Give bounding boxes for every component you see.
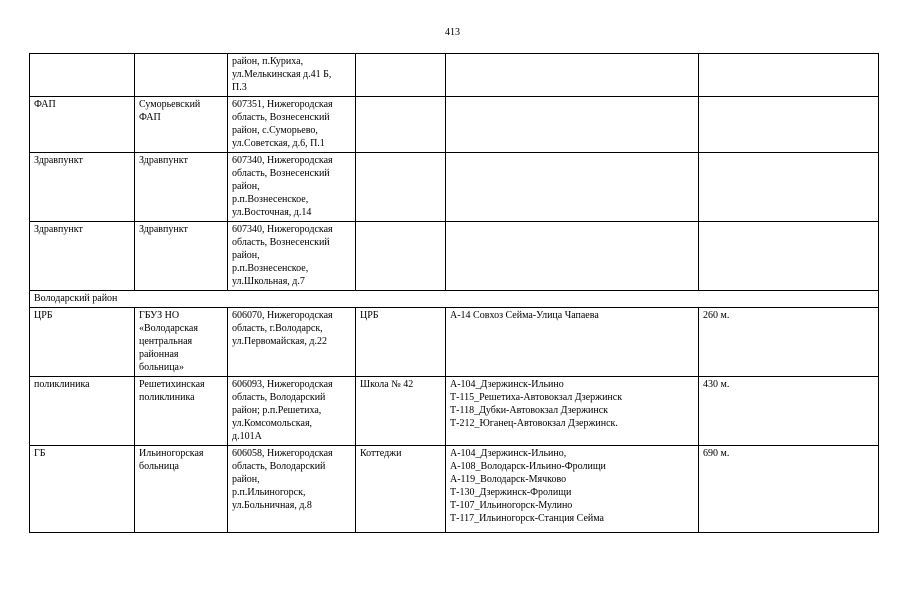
distance-cell [699,54,879,97]
facility-name-cell: ГБУЗ НО «Володарская центральная районная больница» [135,308,228,377]
facility-type-cell: поликлиника [30,377,135,446]
facilities-table [29,53,879,533]
table-row [30,153,879,222]
facility-address-cell: район, п.Куриха, ул.Мелькинская д.41 Б, П.3 [228,54,356,97]
page-number: 413 [445,27,460,38]
routes-cell [446,97,699,153]
facility-name-cell: Решетихинская поликлиника [135,377,228,446]
facility-type-cell [30,54,135,97]
routes-cell [446,222,699,291]
stop-name-cell [356,153,446,222]
facility-address-cell: 607340, Нижегородская область, Вознесенский район, р.п.Вознесенское, ул.Школьная, д.7 [228,222,356,291]
stop-name-cell: ЦРБ [356,308,446,377]
table-row [30,54,879,97]
facility-name-cell [135,54,228,97]
facility-type-cell: Здравпункт [30,153,135,222]
facility-name-cell: Суморьевский ФАП [135,97,228,153]
distance-cell: 430 м. [699,377,879,446]
facility-type-cell: ЦРБ [30,308,135,377]
facility-type-cell: ФАП [30,97,135,153]
district-section-header: Володарский район [30,291,879,308]
stop-name-cell [356,222,446,291]
distance-cell: 260 м. [699,308,879,377]
facility-type-cell: Здравпункт [30,222,135,291]
stop-name-cell [356,97,446,153]
distance-cell [699,222,879,291]
distance-cell: 690 м. [699,446,879,533]
facility-address-cell: 607340, Нижегородская область, Вознесенский район, р.п.Вознесенское, ул.Восточная, д.14 [228,153,356,222]
table-row [30,446,879,533]
routes-cell: А-14 Совхоз Сейма-Улица Чапаева [446,308,699,377]
facility-address-cell: 606093, Нижегородская область, Володарский район; р.п.Решетиха, ул.Комсомольская, д.101А [228,377,356,446]
facility-name-cell: Здравпункт [135,153,228,222]
table-row [30,222,879,291]
facility-name-cell: Ильиногорская больница [135,446,228,533]
facility-name-cell: Здравпункт [135,222,228,291]
routes-cell [446,153,699,222]
routes-cell: А-104_Дзержинск-Ильино, А-108_Володарск-Ильино-Фролищи А-119_Володарск-Мячково Т-130_Дзержинск-Фролищи Т-107_Ильиногорск-Мулино Т-117_Ильиногорск-Станция Сейма [446,446,699,533]
table-row [30,308,879,377]
routes-cell [446,54,699,97]
routes-cell: А-104_Дзержинск-Ильино Т-115_Решетиха-Автовокзал Дзержинск Т-118_Дубки-Автовокзал Дзержинск Т-212_Юганец-Автовокзал Дзержинск. [446,377,699,446]
facility-address-cell: 607351, Нижегородская область, Вознесенский район, с.Суморьево, ул.Советская, д.6, П.1 [228,97,356,153]
facility-type-cell: ГБ [30,446,135,533]
stop-name-cell: Школа № 42 [356,377,446,446]
facility-address-cell: 606058, Нижегородская область, Володарский район, р.п.Ильиногорск, ул.Больничная, д.8 [228,446,356,533]
distance-cell [699,97,879,153]
section-header-row [30,291,879,308]
stop-name-cell: Коттеджи [356,446,446,533]
facility-address-cell: 606070, Нижегородская область, г.Володарск, ул.Первомайская, д.22 [228,308,356,377]
distance-cell [699,153,879,222]
stop-name-cell [356,54,446,97]
table-row [30,377,879,446]
table-row [30,97,879,153]
